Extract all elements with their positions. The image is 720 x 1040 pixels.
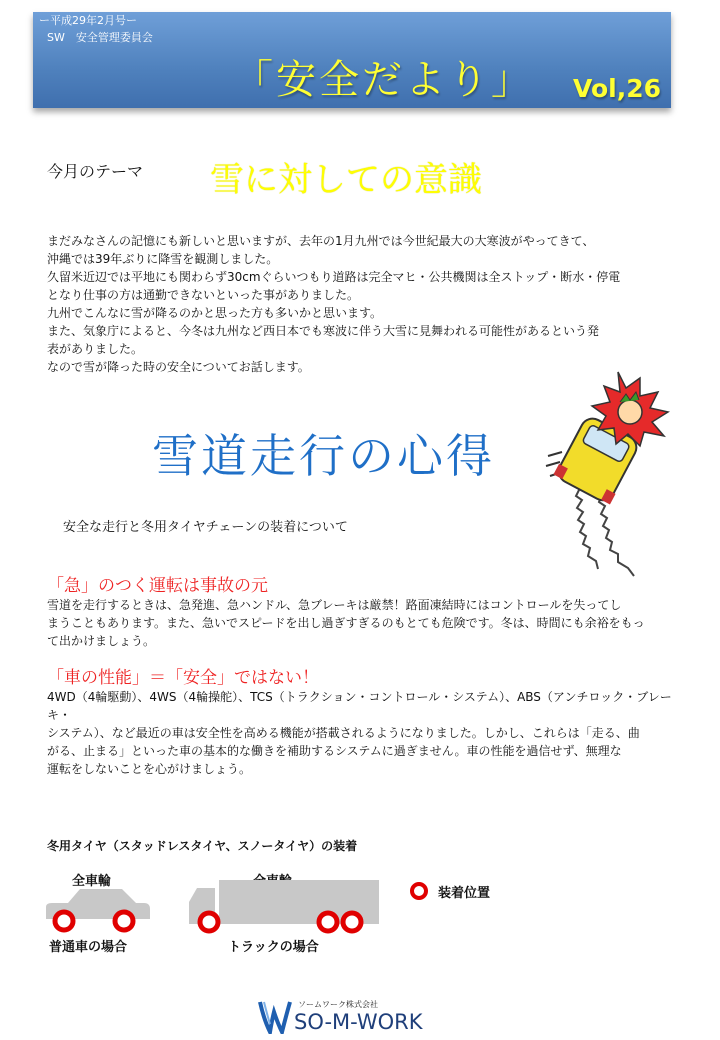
truck-rear-wheel-2 <box>343 913 361 931</box>
subtitle: 安全な走行と冬用タイヤチェーンの装着について <box>63 520 348 535</box>
section-line: 運転をしないことを心がけましょう。 <box>47 762 252 776</box>
intro-line: 九州でこんなに雪が降るのかと思った方も多いかと思います。 <box>47 306 383 320</box>
car-diagram <box>40 885 155 935</box>
intro-line: また、気象庁によると、今冬は九州など西日本でも寒波に伴う大雪に見舞われる可能性があるという発 <box>47 324 600 338</box>
truck-rear-wheel-1 <box>319 913 337 931</box>
volume-number: Vol,26 <box>573 74 662 103</box>
company-logo <box>258 996 458 1036</box>
intro-line: まだみなさんの記憶にも新しいと思いますが、去年の1月九州では今世紀最大の大寒波がやってきて、 <box>47 234 595 248</box>
truck-case-label: トラックの場合 <box>228 940 319 955</box>
intro-line: 沖縄では39年ぶりに降雪を観測しました。 <box>47 252 279 266</box>
car-case-label: 普通車の場合 <box>49 940 128 955</box>
company-kana: ソームワーク株式会社 <box>298 1000 378 1009</box>
car-front-wheel <box>115 912 133 930</box>
section-title-sudden: 「急」のつく運転は事故の元 <box>47 576 268 596</box>
intro-line: 久留米近辺では平地にも関わらず30cmぐらいつもり道路は完全マヒ・公共機関は全ストップ・断水・停電 <box>47 270 621 284</box>
skidding-car-illustration <box>540 370 680 580</box>
newsletter-title: 「安全だより」 <box>233 57 534 103</box>
theme-title: 雪に対しての意識 <box>210 160 482 200</box>
section-line: システム）、など最近の車は安全性を高める機能が搭載されるようになりました。しかし、これらは「走る、曲 <box>47 726 640 740</box>
theme-label: 今月のテーマ <box>47 162 144 181</box>
truck-diagram <box>185 878 385 938</box>
section-line: 雪道を走行するときは、急発進、急ハンドル、急ブレーキは厳禁！路面凍結時にはコントロールを失ってし <box>47 598 622 612</box>
main-heading: 雪道走行の心得 <box>152 429 495 483</box>
intro-text <box>47 232 667 376</box>
mount-position-label: 装着位置 <box>438 886 491 901</box>
company-name: SO-M-WORK <box>294 1010 423 1034</box>
section-line: まうこともあります。また、急いでスピードを出し過ぎすぎるのもとても危険です。冬は、時間にも余裕をもっ <box>47 616 645 630</box>
committee-name: SW 安全管理委員会 <box>47 31 153 44</box>
section-body-performance <box>47 688 687 778</box>
intro-line: 表がありました。 <box>47 342 144 356</box>
header-banner <box>33 12 671 108</box>
truck-front-wheel <box>200 913 218 931</box>
issue-date: ー平成29年2月号ー <box>39 14 137 27</box>
intro-line: となり仕事の方は通勤できないといった事がありました。 <box>47 288 360 302</box>
wave-logo-icon <box>258 998 292 1034</box>
intro-line: なので雪が降った時の安全についてお話します。 <box>47 360 310 374</box>
section-title-performance: 「車の性能」＝「安全」ではない！ <box>47 668 319 688</box>
mount-position-marker-icon <box>408 880 430 902</box>
car-all-wheels-label: 全車輪 <box>72 874 112 889</box>
section-line: て出かけましょう。 <box>47 634 156 648</box>
winter-tire-title: 冬用タイヤ（スタッドレスタイヤ、スノータイヤ）の装着 <box>47 839 358 853</box>
section-body-sudden <box>47 596 687 650</box>
section-line: がる、止まる」といった車の基本的な働きを補助するシステムに過ぎません。車の性能を過信せず、無理な <box>47 744 622 758</box>
car-rear-wheel <box>55 912 73 930</box>
section-line: 4WD（4輪駆動）、4WS（4輪操舵）、TCS（トラクション・コントロール・システム）、ABS（アンチロック・ブレーキ・ <box>47 690 672 722</box>
